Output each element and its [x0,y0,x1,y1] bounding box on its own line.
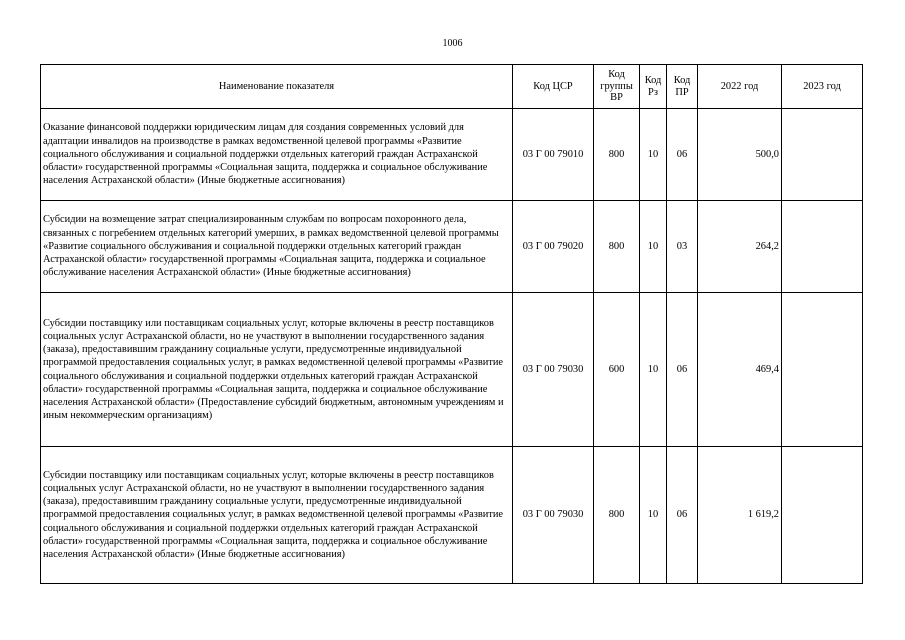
header-vr-code: Код группы ВР [594,65,640,109]
table-row [41,447,863,584]
row-csr-code: 03 Г 00 79020 [513,201,594,293]
row-amount-2022: 469,4 [698,293,782,447]
row-name: Субсидии поставщику или поставщикам социальных услуг, которые включены в реестр поставщиков социальных услуг Астраханской области, но не участвуют в выполнении государственного задания (заказа), предоставившим гражданину социальные услуги, предусмотренные индивидуальной программой предоставления социальных услуг, в рамках ведомственной целевой программы «Развитие социального обслуживания и социальной поддержки отдельных категорий граждан Астраханской области» государственной программы «Социальная защита, поддержка и социальное обслуживание населения Астраханской области» (Иные бюджетные ассигнования) [41,447,513,584]
row-name: Субсидии поставщику или поставщикам социальных услуг, которые включены в реестр поставщиков социальных услуг Астраханской области, но не участвуют в выполнении государственного задания (заказа), предоставившим гражданину социальные услуги, предусмотренные индивидуальной программой предоставления социальных услуг, в рамках ведомственной целевой программы «Развитие социального обслуживания и социальной поддержки отдельных категорий граждан Астраханской области» государственной программы «Социальная защита, поддержка и социальное обслуживание населения Астраханской области» (Предоставление субсидий бюджетным, автономным учреждениям и иным некоммерческим организациям) [41,293,513,447]
header-rz-code: Код Рз [640,65,667,109]
table-header-row [41,65,863,109]
row-pr-code: 06 [667,293,698,447]
row-rz-code: 10 [640,447,667,584]
row-rz-code: 10 [640,109,667,201]
header-year-2022: 2022 год [698,65,782,109]
row-rz-code: 10 [640,293,667,447]
row-pr-code: 06 [667,447,698,584]
row-vr-code: 800 [594,109,640,201]
row-pr-code: 06 [667,109,698,201]
row-csr-code: 03 Г 00 79030 [513,293,594,447]
row-pr-code: 03 [667,201,698,293]
row-amount-2023 [782,201,863,293]
header-pr-code: Код ПР [667,65,698,109]
row-rz-code: 10 [640,201,667,293]
header-csr-code: Код ЦСР [513,65,594,109]
row-vr-code: 800 [594,447,640,584]
row-vr-code: 800 [594,201,640,293]
row-name: Оказание финансовой поддержки юридическим лицам для создания современных условий для адаптации инвалидов на производстве в рамках ведомственной целевой программы «Развитие социального обслуживания и социальной поддержки отдельных категорий граждан Астраханской области» государственной программы «Социальная защита, поддержка и социальное обслуживание населения Астраханской области» (Иные бюджетные ассигнования) [41,109,513,201]
row-amount-2023 [782,447,863,584]
header-name: Наименование показателя [41,65,513,109]
budget-table [40,64,863,584]
table-row [41,201,863,293]
row-csr-code: 03 Г 00 79010 [513,109,594,201]
page-number: 1006 [442,38,463,49]
table-row [41,109,863,201]
row-amount-2022: 264,2 [698,201,782,293]
row-amount-2023 [782,109,863,201]
row-name: Субсидии на возмещение затрат специализированным службам по вопросам похоронного дела, связанных с погребением отдельных категорий умерших, в рамках ведомственной целевой программы «Развитие социального обслуживания и социальной поддержки отдельных категорий граждан Астраханской области» государственной программы «Социальная защита, поддержка и социальное обслуживание населения Астраханской области» (Иные бюджетные ассигнования) [41,201,513,293]
row-csr-code: 03 Г 00 79030 [513,447,594,584]
table-row [41,293,863,447]
row-vr-code: 600 [594,293,640,447]
row-amount-2022: 1 619,2 [698,447,782,584]
header-year-2023: 2023 год [782,65,863,109]
row-amount-2023 [782,293,863,447]
row-amount-2022: 500,0 [698,109,782,201]
